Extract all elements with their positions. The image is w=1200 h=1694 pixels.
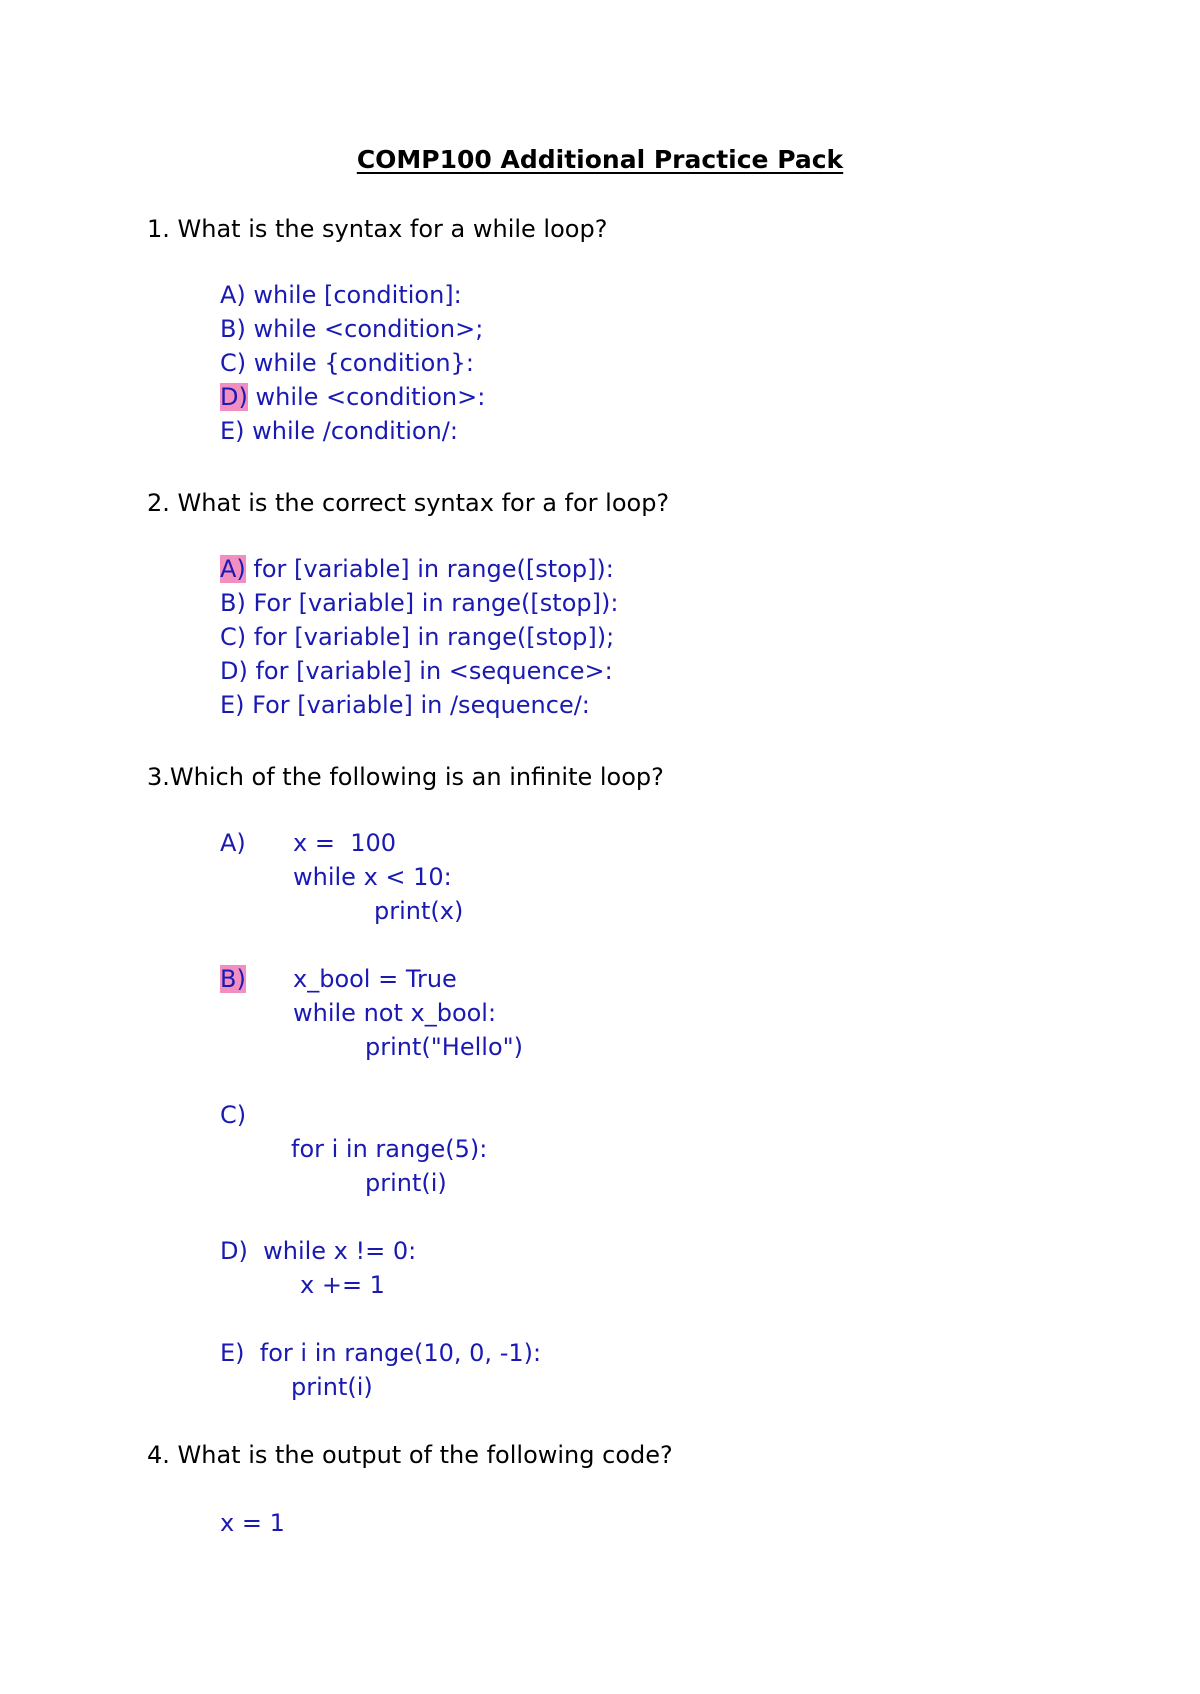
q3-option-d-code-line-1: D) while x != 0: (220, 1237, 417, 1265)
q2-option-d-letter: D) (220, 657, 248, 685)
q3-option-e-code-line-2: print(i) (291, 1373, 373, 1401)
q1-option-d-letter-highlighted: D) (220, 383, 248, 411)
q3-option-a-code-line-1: x = 100 (293, 829, 397, 857)
q3-option-b-code-line-2: while not x_bool: (293, 999, 497, 1027)
q1-option-a (220, 280, 462, 310)
q1-option-b-letter: B) (220, 315, 246, 343)
q2-option-a (220, 554, 614, 584)
q3-option-b-letter-highlighted: B) (220, 965, 246, 993)
q1-option-e-text: while /condition/: (244, 417, 458, 445)
q1-option-d-text: while <condition>: (247, 383, 486, 411)
q2-option-b-text: For [variable] in range([stop]): (245, 589, 619, 617)
q2-option-e (220, 690, 590, 720)
question-1: 1. What is the syntax for a while loop? (147, 215, 608, 243)
q3-option-a-letter: A) (220, 829, 246, 857)
q1-option-b-text: while <condition>; (245, 315, 484, 343)
q2-option-e-letter: E) (220, 691, 245, 719)
q1-option-d (220, 382, 485, 412)
q4-code-line-1: x = 1 (220, 1509, 285, 1537)
q1-option-b (220, 314, 483, 344)
document-title: COMP100 Additional Practice Pack (356, 145, 844, 174)
q1-option-e (220, 416, 458, 446)
q1-option-c-text: while {condition}: (246, 349, 474, 377)
question-3: 3.Which of the following is an infinite loop? (147, 763, 664, 791)
q3-option-b-code-line-3: print("Hello") (365, 1033, 524, 1061)
q2-option-a-letter-highlighted: A) (220, 555, 246, 583)
q1-option-c (220, 348, 474, 378)
q3-option-b-code-line-1: x_bool = True (293, 965, 457, 993)
question-2: 2. What is the correct syntax for a for loop? (147, 489, 670, 517)
q2-option-a-text: for [variable] in range([stop]): (245, 555, 614, 583)
q3-option-b-letter (220, 964, 246, 994)
q3-option-a-code-line-2: while x < 10: (293, 863, 452, 891)
q2-option-d (220, 656, 613, 686)
q1-option-c-letter: C) (220, 349, 247, 377)
q2-option-c-text: for [variable] in range([stop]); (246, 623, 615, 651)
question-4: 4. What is the output of the following code? (147, 1441, 673, 1469)
q3-option-c-code-line-1: for i in range(5): (291, 1135, 488, 1163)
q3-option-c-letter: C) (220, 1101, 247, 1129)
q1-option-e-letter: E) (220, 417, 245, 445)
q2-option-e-text: For [variable] in /sequence/: (244, 691, 590, 719)
q1-option-a-text: while [condition]: (245, 281, 462, 309)
q2-option-b-letter: B) (220, 589, 246, 617)
q2-option-b (220, 588, 618, 618)
q3-option-d-code-line-2: x += 1 (300, 1271, 385, 1299)
q2-option-d-text: for [variable] in <sequence>: (247, 657, 613, 685)
q2-option-c (220, 622, 614, 652)
q2-option-c-letter: C) (220, 623, 247, 651)
q1-option-a-letter: A) (220, 281, 246, 309)
q3-option-e-code-line-1: E) for i in range(10, 0, -1): (220, 1339, 542, 1367)
q3-option-c-code-line-2: print(i) (365, 1169, 447, 1197)
q3-option-a-code-line-3: print(x) (374, 897, 464, 925)
